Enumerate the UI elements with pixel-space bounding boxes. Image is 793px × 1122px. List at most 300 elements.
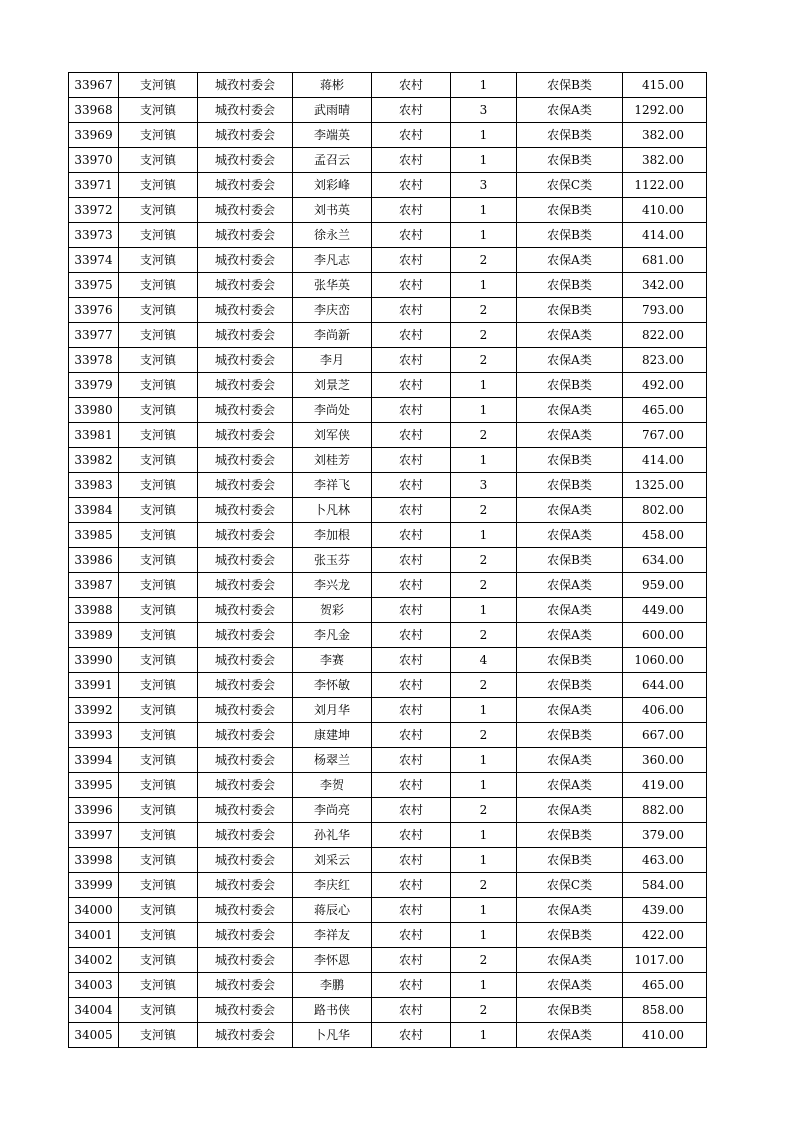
area-type-cell: 农村 [372, 323, 451, 348]
record-id-cell: 33975 [69, 273, 119, 298]
table-row [69, 498, 707, 523]
person-name-cell: 李怀恩 [293, 948, 372, 973]
insurance-category-cell: 农保B类 [517, 373, 623, 398]
amount-cell: 382.00 [623, 148, 707, 173]
area-type-cell: 农村 [372, 148, 451, 173]
person-name-cell: 卜凡林 [293, 498, 372, 523]
village-committee-cell: 城孜村委会 [198, 648, 293, 673]
amount-cell: 465.00 [623, 398, 707, 423]
household-size-cell: 1 [451, 923, 517, 948]
record-id-cell: 33971 [69, 173, 119, 198]
household-size-cell: 1 [451, 198, 517, 223]
amount-cell: 634.00 [623, 548, 707, 573]
village-committee-cell: 城孜村委会 [198, 1023, 293, 1048]
town-cell: 支河镇 [119, 523, 198, 548]
record-id-cell: 33974 [69, 248, 119, 273]
household-size-cell: 2 [451, 548, 517, 573]
village-committee-cell: 城孜村委会 [198, 973, 293, 998]
person-name-cell: 贺彩 [293, 598, 372, 623]
household-size-cell: 2 [451, 673, 517, 698]
town-cell: 支河镇 [119, 673, 198, 698]
table-row [69, 98, 707, 123]
person-name-cell: 李凡金 [293, 623, 372, 648]
household-size-cell: 1 [451, 448, 517, 473]
record-id-cell: 33995 [69, 773, 119, 798]
person-name-cell: 杨翠兰 [293, 748, 372, 773]
town-cell: 支河镇 [119, 573, 198, 598]
person-name-cell: 卜凡华 [293, 1023, 372, 1048]
household-size-cell: 1 [451, 748, 517, 773]
household-size-cell: 1 [451, 898, 517, 923]
table-row [69, 173, 707, 198]
record-id-cell: 33991 [69, 673, 119, 698]
insurance-category-cell: 农保B类 [517, 123, 623, 148]
table-row [69, 873, 707, 898]
town-cell: 支河镇 [119, 423, 198, 448]
household-size-cell: 1 [451, 773, 517, 798]
person-name-cell: 刘采云 [293, 848, 372, 873]
town-cell: 支河镇 [119, 998, 198, 1023]
record-id-cell: 34003 [69, 973, 119, 998]
record-id-cell: 34002 [69, 948, 119, 973]
village-committee-cell: 城孜村委会 [198, 348, 293, 373]
person-name-cell: 武雨晴 [293, 98, 372, 123]
record-id-cell: 33984 [69, 498, 119, 523]
village-committee-cell: 城孜村委会 [198, 123, 293, 148]
town-cell: 支河镇 [119, 123, 198, 148]
area-type-cell: 农村 [372, 798, 451, 823]
insurance-category-cell: 农保A类 [517, 573, 623, 598]
insurance-category-cell: 农保A类 [517, 98, 623, 123]
person-name-cell: 刘景芝 [293, 373, 372, 398]
record-id-cell: 34001 [69, 923, 119, 948]
town-cell: 支河镇 [119, 948, 198, 973]
table-row [69, 398, 707, 423]
town-cell: 支河镇 [119, 148, 198, 173]
record-id-cell: 33967 [69, 73, 119, 98]
area-type-cell: 农村 [372, 848, 451, 873]
household-size-cell: 1 [451, 273, 517, 298]
table-row [69, 848, 707, 873]
insurance-category-cell: 农保B类 [517, 198, 623, 223]
household-size-cell: 1 [451, 373, 517, 398]
amount-cell: 360.00 [623, 748, 707, 773]
household-size-cell: 1 [451, 698, 517, 723]
insurance-category-cell: 农保A类 [517, 698, 623, 723]
village-committee-cell: 城孜村委会 [198, 398, 293, 423]
person-name-cell: 李怀敏 [293, 673, 372, 698]
person-name-cell: 李祥友 [293, 923, 372, 948]
table-row [69, 448, 707, 473]
insurance-category-cell: 农保A类 [517, 798, 623, 823]
record-id-cell: 33981 [69, 423, 119, 448]
record-id-cell: 33972 [69, 198, 119, 223]
person-name-cell: 孙礼华 [293, 823, 372, 848]
area-type-cell: 农村 [372, 573, 451, 598]
town-cell: 支河镇 [119, 848, 198, 873]
town-cell: 支河镇 [119, 823, 198, 848]
amount-cell: 802.00 [623, 498, 707, 523]
table-row [69, 198, 707, 223]
insurance-category-cell: 农保A类 [517, 598, 623, 623]
record-id-cell: 33983 [69, 473, 119, 498]
town-cell: 支河镇 [119, 73, 198, 98]
person-name-cell: 李鹏 [293, 973, 372, 998]
insurance-category-cell: 农保A类 [517, 948, 623, 973]
town-cell: 支河镇 [119, 1023, 198, 1048]
village-committee-cell: 城孜村委会 [198, 73, 293, 98]
village-committee-cell: 城孜村委会 [198, 623, 293, 648]
amount-cell: 882.00 [623, 798, 707, 823]
record-id-cell: 33969 [69, 123, 119, 148]
record-table [68, 72, 707, 1048]
village-committee-cell: 城孜村委会 [198, 498, 293, 523]
household-size-cell: 3 [451, 173, 517, 198]
record-id-cell: 33968 [69, 98, 119, 123]
table-row [69, 823, 707, 848]
household-size-cell: 1 [451, 148, 517, 173]
table-row [69, 373, 707, 398]
insurance-category-cell: 农保A类 [517, 623, 623, 648]
amount-cell: 414.00 [623, 223, 707, 248]
record-id-cell: 33994 [69, 748, 119, 773]
insurance-category-cell: 农保A类 [517, 1023, 623, 1048]
village-committee-cell: 城孜村委会 [198, 548, 293, 573]
table-row [69, 298, 707, 323]
table-row [69, 673, 707, 698]
insurance-category-cell: 农保A类 [517, 898, 623, 923]
village-committee-cell: 城孜村委会 [198, 148, 293, 173]
record-id-cell: 33997 [69, 823, 119, 848]
village-committee-cell: 城孜村委会 [198, 798, 293, 823]
table-row [69, 73, 707, 98]
insurance-category-cell: 农保B类 [517, 923, 623, 948]
village-committee-cell: 城孜村委会 [198, 898, 293, 923]
table-row [69, 923, 707, 948]
record-table-body [69, 73, 707, 1048]
household-size-cell: 1 [451, 598, 517, 623]
record-id-cell: 33996 [69, 798, 119, 823]
record-id-cell: 33993 [69, 723, 119, 748]
insurance-category-cell: 农保B类 [517, 298, 623, 323]
amount-cell: 342.00 [623, 273, 707, 298]
village-committee-cell: 城孜村委会 [198, 748, 293, 773]
area-type-cell: 农村 [372, 948, 451, 973]
household-size-cell: 2 [451, 323, 517, 348]
amount-cell: 681.00 [623, 248, 707, 273]
household-size-cell: 3 [451, 98, 517, 123]
amount-cell: 667.00 [623, 723, 707, 748]
household-size-cell: 2 [451, 873, 517, 898]
town-cell: 支河镇 [119, 723, 198, 748]
table-row [69, 748, 707, 773]
area-type-cell: 农村 [372, 498, 451, 523]
area-type-cell: 农村 [372, 298, 451, 323]
table-row [69, 973, 707, 998]
record-id-cell: 33985 [69, 523, 119, 548]
town-cell: 支河镇 [119, 598, 198, 623]
table-row [69, 323, 707, 348]
area-type-cell: 农村 [372, 473, 451, 498]
town-cell: 支河镇 [119, 473, 198, 498]
household-size-cell: 1 [451, 73, 517, 98]
town-cell: 支河镇 [119, 873, 198, 898]
amount-cell: 422.00 [623, 923, 707, 948]
person-name-cell: 李尚处 [293, 398, 372, 423]
town-cell: 支河镇 [119, 698, 198, 723]
town-cell: 支河镇 [119, 298, 198, 323]
village-committee-cell: 城孜村委会 [198, 323, 293, 348]
person-name-cell: 李贺 [293, 773, 372, 798]
area-type-cell: 农村 [372, 898, 451, 923]
village-committee-cell: 城孜村委会 [198, 773, 293, 798]
amount-cell: 1060.00 [623, 648, 707, 673]
person-name-cell: 李赛 [293, 648, 372, 673]
area-type-cell: 农村 [372, 273, 451, 298]
person-name-cell: 康建坤 [293, 723, 372, 748]
area-type-cell: 农村 [372, 873, 451, 898]
household-size-cell: 2 [451, 623, 517, 648]
area-type-cell: 农村 [372, 648, 451, 673]
village-committee-cell: 城孜村委会 [198, 998, 293, 1023]
amount-cell: 822.00 [623, 323, 707, 348]
area-type-cell: 农村 [372, 348, 451, 373]
table-row [69, 123, 707, 148]
village-committee-cell: 城孜村委会 [198, 573, 293, 598]
record-id-cell: 33980 [69, 398, 119, 423]
record-id-cell: 33999 [69, 873, 119, 898]
record-id-cell: 33986 [69, 548, 119, 573]
record-id-cell: 33979 [69, 373, 119, 398]
insurance-category-cell: 农保B类 [517, 448, 623, 473]
insurance-category-cell: 农保B类 [517, 998, 623, 1023]
amount-cell: 1122.00 [623, 173, 707, 198]
household-size-cell: 2 [451, 498, 517, 523]
insurance-category-cell: 农保B类 [517, 473, 623, 498]
table-row [69, 898, 707, 923]
insurance-category-cell: 农保A类 [517, 398, 623, 423]
person-name-cell: 路书侠 [293, 998, 372, 1023]
village-committee-cell: 城孜村委会 [198, 698, 293, 723]
table-row [69, 573, 707, 598]
insurance-category-cell: 农保A类 [517, 973, 623, 998]
amount-cell: 382.00 [623, 123, 707, 148]
insurance-category-cell: 农保A类 [517, 523, 623, 548]
person-name-cell: 李尚新 [293, 323, 372, 348]
household-size-cell: 2 [451, 723, 517, 748]
area-type-cell: 农村 [372, 673, 451, 698]
area-type-cell: 农村 [372, 98, 451, 123]
table-row [69, 273, 707, 298]
amount-cell: 419.00 [623, 773, 707, 798]
town-cell: 支河镇 [119, 773, 198, 798]
table-row [69, 798, 707, 823]
area-type-cell: 农村 [372, 773, 451, 798]
town-cell: 支河镇 [119, 923, 198, 948]
household-size-cell: 2 [451, 573, 517, 598]
insurance-category-cell: 农保B类 [517, 273, 623, 298]
insurance-category-cell: 农保A类 [517, 748, 623, 773]
amount-cell: 414.00 [623, 448, 707, 473]
person-name-cell: 刘彩峰 [293, 173, 372, 198]
amount-cell: 1325.00 [623, 473, 707, 498]
village-committee-cell: 城孜村委会 [198, 848, 293, 873]
area-type-cell: 农村 [372, 548, 451, 573]
village-committee-cell: 城孜村委会 [198, 873, 293, 898]
record-id-cell: 33970 [69, 148, 119, 173]
record-id-cell: 34005 [69, 1023, 119, 1048]
record-id-cell: 33973 [69, 223, 119, 248]
person-name-cell: 李加根 [293, 523, 372, 548]
area-type-cell: 农村 [372, 398, 451, 423]
person-name-cell: 李庆红 [293, 873, 372, 898]
town-cell: 支河镇 [119, 248, 198, 273]
amount-cell: 463.00 [623, 848, 707, 873]
area-type-cell: 农村 [372, 123, 451, 148]
insurance-category-cell: 农保B类 [517, 723, 623, 748]
table-row [69, 723, 707, 748]
record-id-cell: 34000 [69, 898, 119, 923]
household-size-cell: 2 [451, 348, 517, 373]
area-type-cell: 农村 [372, 373, 451, 398]
area-type-cell: 农村 [372, 998, 451, 1023]
amount-cell: 410.00 [623, 198, 707, 223]
insurance-category-cell: 农保C类 [517, 873, 623, 898]
amount-cell: 415.00 [623, 73, 707, 98]
insurance-category-cell: 农保A类 [517, 423, 623, 448]
record-id-cell: 33987 [69, 573, 119, 598]
person-name-cell: 李祥飞 [293, 473, 372, 498]
household-size-cell: 1 [451, 973, 517, 998]
insurance-category-cell: 农保C类 [517, 173, 623, 198]
insurance-category-cell: 农保B类 [517, 548, 623, 573]
area-type-cell: 农村 [372, 923, 451, 948]
town-cell: 支河镇 [119, 198, 198, 223]
table-row [69, 948, 707, 973]
area-type-cell: 农村 [372, 173, 451, 198]
insurance-category-cell: 农保B类 [517, 648, 623, 673]
insurance-category-cell: 农保B类 [517, 673, 623, 698]
person-name-cell: 李尚亮 [293, 798, 372, 823]
insurance-category-cell: 农保B类 [517, 223, 623, 248]
amount-cell: 584.00 [623, 873, 707, 898]
town-cell: 支河镇 [119, 373, 198, 398]
amount-cell: 644.00 [623, 673, 707, 698]
area-type-cell: 农村 [372, 823, 451, 848]
village-committee-cell: 城孜村委会 [198, 248, 293, 273]
household-size-cell: 1 [451, 848, 517, 873]
person-name-cell: 李凡志 [293, 248, 372, 273]
village-committee-cell: 城孜村委会 [198, 923, 293, 948]
amount-cell: 793.00 [623, 298, 707, 323]
table-row [69, 523, 707, 548]
record-id-cell: 33998 [69, 848, 119, 873]
insurance-category-cell: 农保A类 [517, 498, 623, 523]
village-committee-cell: 城孜村委会 [198, 173, 293, 198]
record-id-cell: 33988 [69, 598, 119, 623]
person-name-cell: 刘书英 [293, 198, 372, 223]
town-cell: 支河镇 [119, 898, 198, 923]
person-name-cell: 李兴龙 [293, 573, 372, 598]
town-cell: 支河镇 [119, 623, 198, 648]
area-type-cell: 农村 [372, 698, 451, 723]
table-row [69, 598, 707, 623]
household-size-cell: 1 [451, 223, 517, 248]
area-type-cell: 农村 [372, 73, 451, 98]
table-row [69, 348, 707, 373]
insurance-category-cell: 农保A类 [517, 248, 623, 273]
amount-cell: 406.00 [623, 698, 707, 723]
insurance-category-cell: 农保B类 [517, 848, 623, 873]
village-committee-cell: 城孜村委会 [198, 473, 293, 498]
amount-cell: 410.00 [623, 1023, 707, 1048]
area-type-cell: 农村 [372, 523, 451, 548]
household-size-cell: 2 [451, 248, 517, 273]
village-committee-cell: 城孜村委会 [198, 823, 293, 848]
village-committee-cell: 城孜村委会 [198, 598, 293, 623]
amount-cell: 458.00 [623, 523, 707, 548]
insurance-category-cell: 农保B类 [517, 148, 623, 173]
person-name-cell: 李月 [293, 348, 372, 373]
amount-cell: 1017.00 [623, 948, 707, 973]
village-committee-cell: 城孜村委会 [198, 523, 293, 548]
table-row [69, 648, 707, 673]
town-cell: 支河镇 [119, 498, 198, 523]
table-row [69, 223, 707, 248]
record-id-cell: 34004 [69, 998, 119, 1023]
amount-cell: 858.00 [623, 998, 707, 1023]
area-type-cell: 农村 [372, 748, 451, 773]
town-cell: 支河镇 [119, 323, 198, 348]
household-size-cell: 1 [451, 123, 517, 148]
village-committee-cell: 城孜村委会 [198, 223, 293, 248]
table-row [69, 248, 707, 273]
town-cell: 支河镇 [119, 448, 198, 473]
town-cell: 支河镇 [119, 648, 198, 673]
person-name-cell: 刘月华 [293, 698, 372, 723]
village-committee-cell: 城孜村委会 [198, 723, 293, 748]
town-cell: 支河镇 [119, 98, 198, 123]
area-type-cell: 农村 [372, 423, 451, 448]
area-type-cell: 农村 [372, 598, 451, 623]
household-size-cell: 4 [451, 648, 517, 673]
person-name-cell: 张华英 [293, 273, 372, 298]
record-id-cell: 33982 [69, 448, 119, 473]
village-committee-cell: 城孜村委会 [198, 273, 293, 298]
table-row [69, 1023, 707, 1048]
table-row [69, 623, 707, 648]
insurance-category-cell: 农保A类 [517, 773, 623, 798]
amount-cell: 959.00 [623, 573, 707, 598]
area-type-cell: 农村 [372, 973, 451, 998]
area-type-cell: 农村 [372, 198, 451, 223]
record-id-cell: 33992 [69, 698, 119, 723]
amount-cell: 492.00 [623, 373, 707, 398]
village-committee-cell: 城孜村委会 [198, 98, 293, 123]
person-name-cell: 蒋彬 [293, 73, 372, 98]
town-cell: 支河镇 [119, 273, 198, 298]
table-row [69, 548, 707, 573]
village-committee-cell: 城孜村委会 [198, 948, 293, 973]
area-type-cell: 农村 [372, 1023, 451, 1048]
area-type-cell: 农村 [372, 723, 451, 748]
table-row [69, 998, 707, 1023]
household-size-cell: 1 [451, 1023, 517, 1048]
person-name-cell: 李庆峦 [293, 298, 372, 323]
table-row [69, 698, 707, 723]
person-name-cell: 刘桂芳 [293, 448, 372, 473]
area-type-cell: 农村 [372, 448, 451, 473]
